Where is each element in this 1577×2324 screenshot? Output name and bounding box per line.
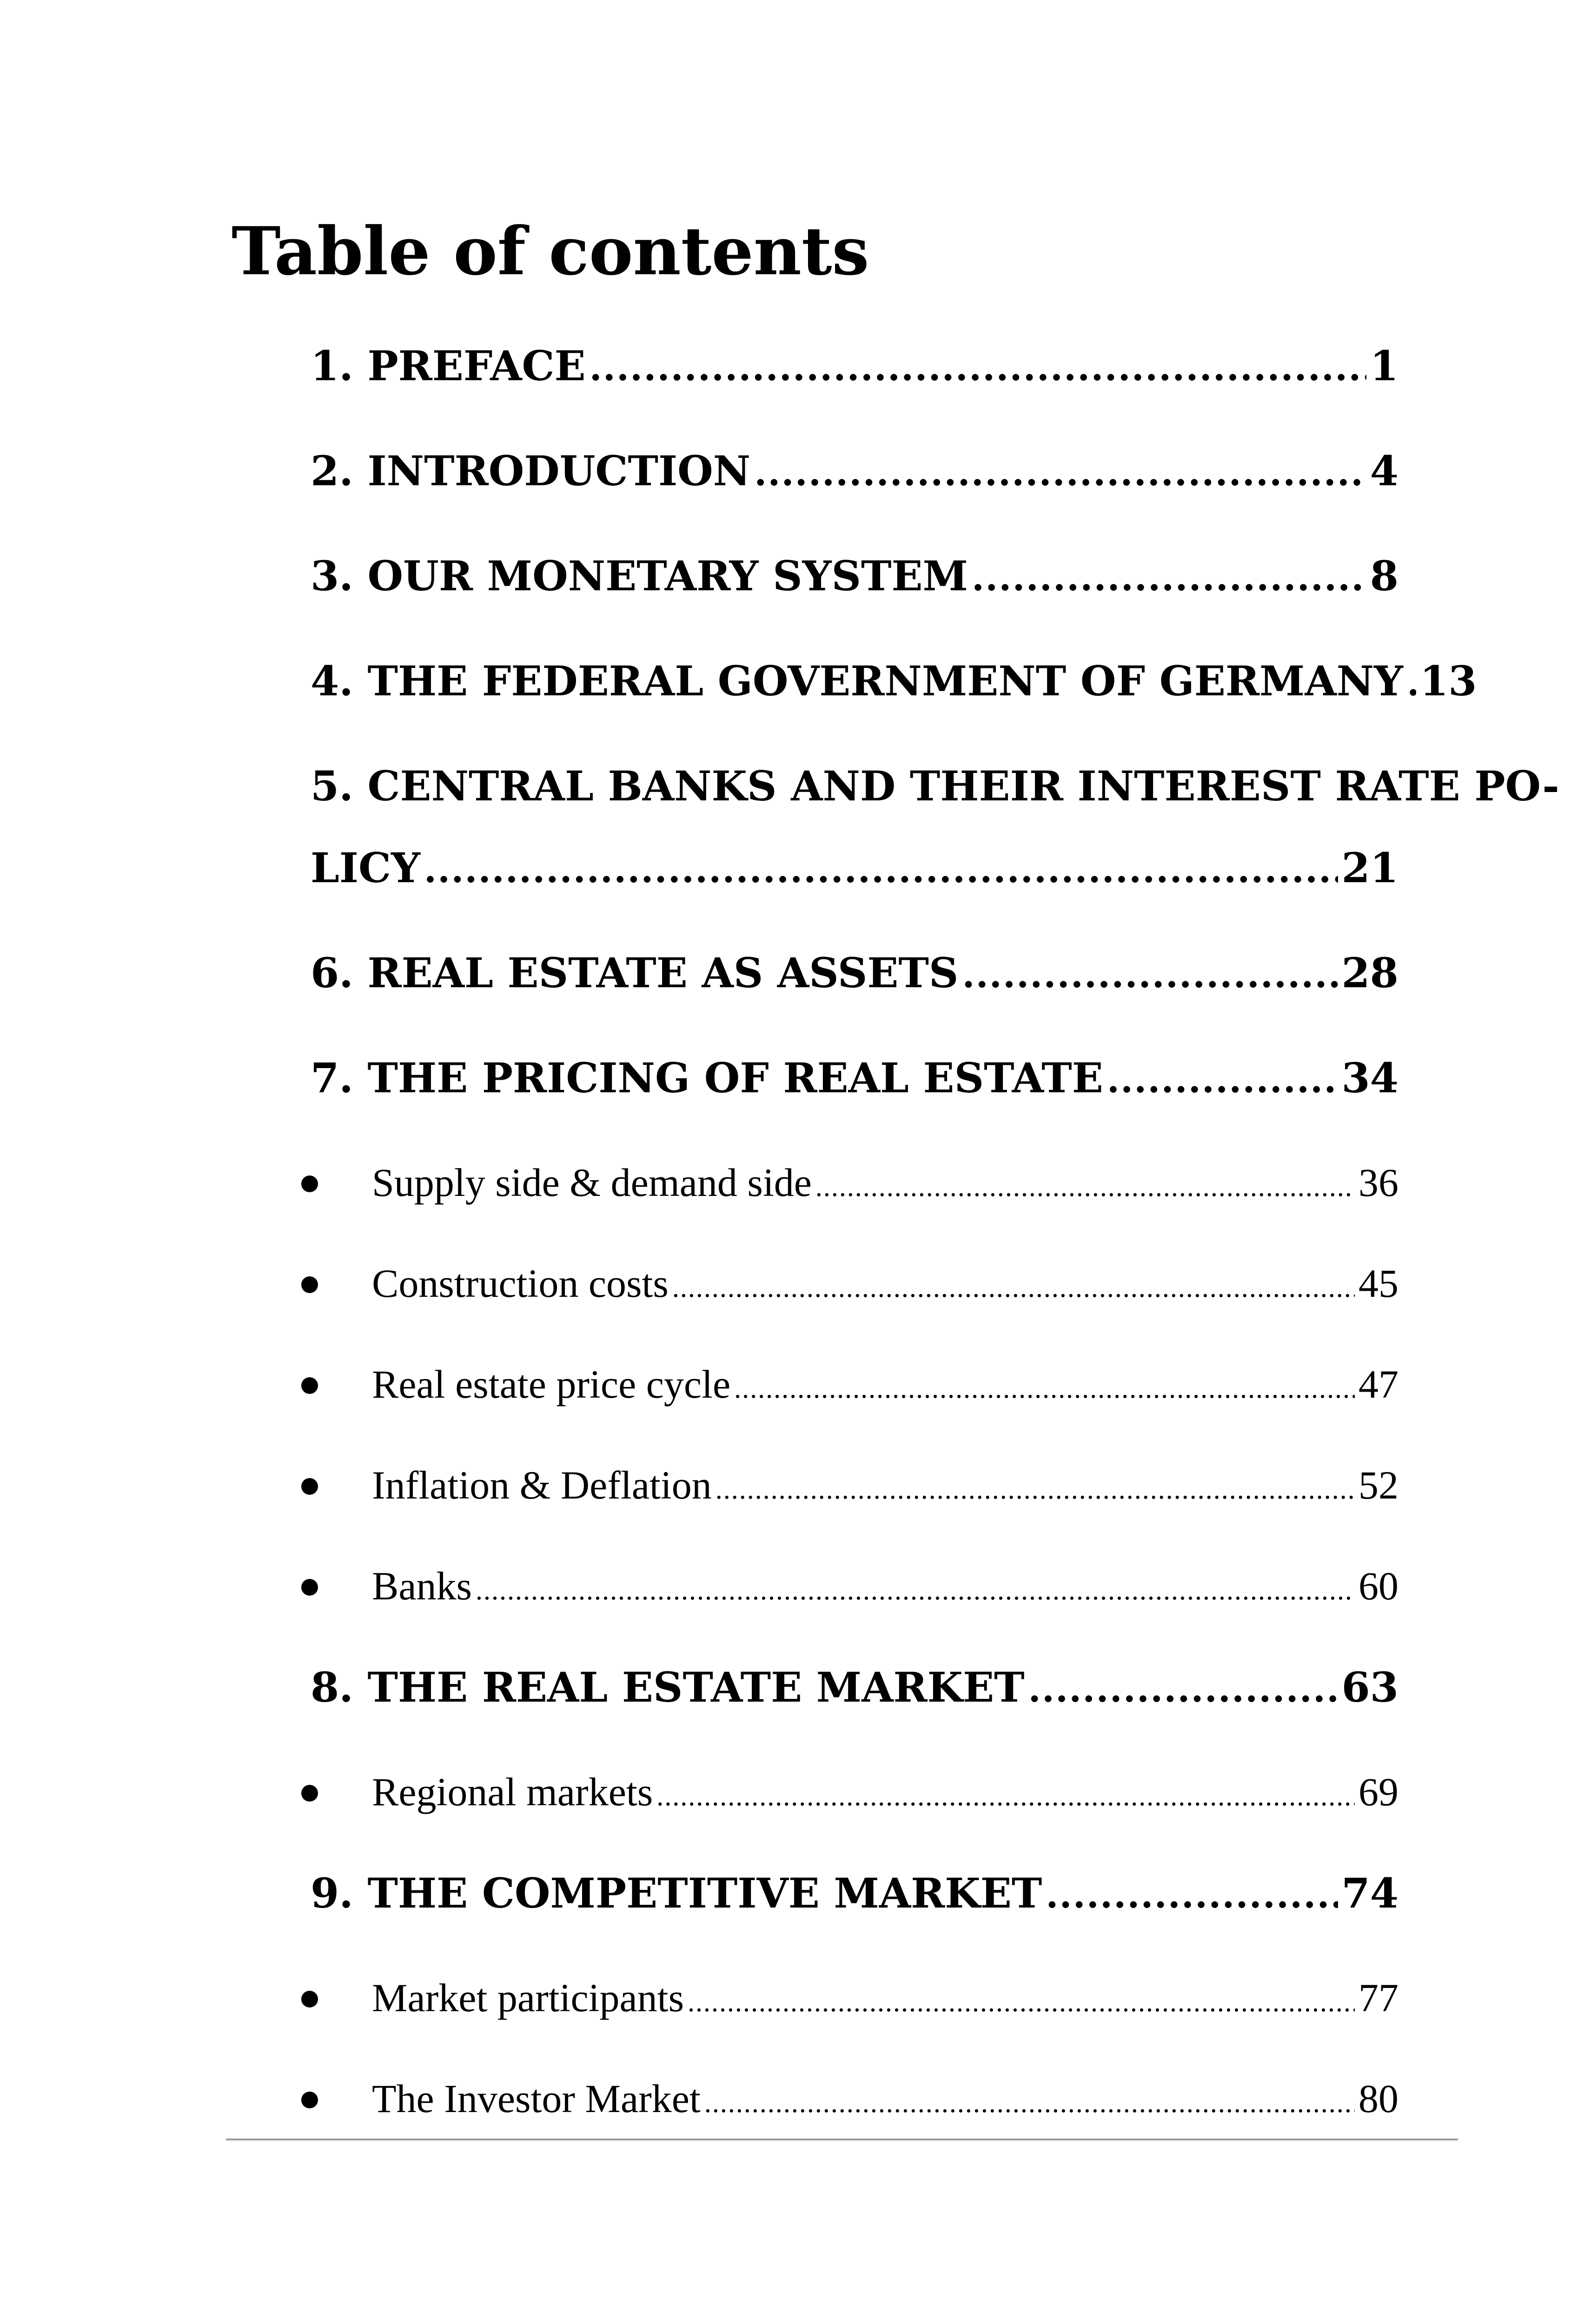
toc-entry-label: Inflation & Deflation (372, 1463, 712, 1507)
toc-entry-preface[interactable] (311, 342, 1398, 390)
toc-subentry-inflation-deflation[interactable] (372, 1465, 1398, 1505)
toc-entry-monetary-system[interactable] (311, 552, 1398, 600)
toc-page-number: 47 (1358, 1362, 1398, 1406)
toc-subentry-price-cycle[interactable] (372, 1364, 1398, 1404)
toc-page-number: 13 (1420, 657, 1477, 705)
toc-page-number: 74 (1341, 1869, 1398, 1917)
bullet-icon (301, 1579, 318, 1596)
toc-page-number: 8 (1370, 552, 1398, 600)
dot-leader (962, 952, 1338, 993)
toc-entry-label: Real estate price cycle (372, 1362, 731, 1406)
toc-subentry-investor-market[interactable] (372, 2076, 1398, 2121)
toc-entry-real-estate-assets[interactable] (311, 949, 1398, 997)
toc-page-number: 28 (1341, 949, 1398, 997)
toc-subentry-construction-costs[interactable] (372, 1261, 1398, 1306)
footer-divider (226, 2139, 1458, 2140)
toc-page-number: 21 (1341, 844, 1398, 892)
toc-entry-federal-government[interactable] (311, 657, 1477, 705)
toc-entry-label: Supply side & demand side (372, 1160, 812, 1205)
toc-entry-label: Banks (372, 1564, 472, 1608)
toc-entry-label: Market participants (372, 1975, 684, 2020)
toc-entry-pricing[interactable] (311, 1054, 1398, 1102)
dot-leader (1046, 1873, 1338, 1914)
dot-leader (424, 847, 1338, 888)
toc-page-number: 77 (1358, 1975, 1398, 2020)
dot-leader (1407, 660, 1416, 701)
dot-leader (972, 555, 1366, 596)
toc-page-number: 80 (1358, 2076, 1398, 2121)
dot-leader (656, 1772, 1355, 1812)
toc-entry-central-banks-line1[interactable]: 5. CENTRAL BANKS AND THEIR INTEREST RATE PO- (311, 762, 1559, 810)
toc-page-number: 1 (1370, 342, 1398, 390)
toc-page-number: 36 (1358, 1160, 1398, 1205)
toc-entry-label: Regional markets (372, 1769, 653, 1814)
dot-leader (1028, 1667, 1338, 1708)
toc-entry-competitive-market[interactable] (311, 1869, 1398, 1917)
dot-leader (815, 1162, 1355, 1202)
toc-page-number: 69 (1358, 1769, 1398, 1814)
dot-leader (704, 2079, 1355, 2119)
dot-leader (734, 1364, 1355, 1404)
toc-page-number: 4 (1370, 447, 1398, 495)
toc-subentry-regional-markets[interactable] (372, 1769, 1398, 1814)
toc-entry-label: Construction costs (372, 1261, 669, 1306)
bullet-icon (301, 1478, 318, 1495)
bullet-icon (301, 1276, 318, 1293)
toc-entry-central-banks[interactable] (311, 844, 1398, 892)
toc-entry-label: 1. PREFACE (311, 342, 586, 390)
bullet-icon (301, 1175, 318, 1192)
toc-subentry-supply-demand[interactable] (372, 1160, 1398, 1205)
toc-page-number: 60 (1358, 1564, 1398, 1608)
dot-leader (716, 1465, 1355, 1505)
dot-leader (1107, 1057, 1338, 1098)
toc-entry-label: 9. THE COMPETITIVE MARKET (311, 1869, 1042, 1917)
toc-page-number: 52 (1358, 1463, 1398, 1507)
dot-leader (672, 1263, 1355, 1303)
dot-leader (476, 1566, 1355, 1606)
toc-entry-label: The Investor Market (372, 2076, 701, 2121)
toc-entry-label: LICY (311, 844, 420, 892)
toc-entry-label: 7. THE PRICING OF REAL ESTATE (311, 1054, 1103, 1102)
bullet-icon (301, 2092, 318, 2108)
toc-entry-label: 4. THE FEDERAL GOVERNMENT OF GERMANY (311, 657, 1404, 705)
toc-entry-label: 8. THE REAL ESTATE MARKET (311, 1663, 1025, 1711)
toc-entry-introduction[interactable] (311, 447, 1398, 495)
dot-leader (754, 450, 1366, 491)
toc-page-number: 45 (1358, 1261, 1398, 1306)
toc-entry-label: 2. INTRODUCTION (311, 447, 751, 495)
dot-leader (590, 345, 1366, 386)
toc-entry-label: 3. OUR MONETARY SYSTEM (311, 552, 968, 600)
toc-subentry-market-participants[interactable] (372, 1975, 1398, 2020)
bullet-icon (301, 1991, 318, 2007)
toc-entry-real-estate-market[interactable] (311, 1663, 1398, 1711)
toc-title: Table of contents (232, 213, 869, 290)
toc-page-number: 63 (1341, 1663, 1398, 1711)
toc-entry-label: 6. REAL ESTATE AS ASSETS (311, 949, 959, 997)
bullet-icon (301, 1785, 318, 1802)
toc-subentry-banks[interactable] (372, 1566, 1398, 1606)
bullet-icon (301, 1377, 318, 1394)
dot-leader (688, 1978, 1355, 2018)
toc-page-number: 34 (1341, 1054, 1398, 1102)
